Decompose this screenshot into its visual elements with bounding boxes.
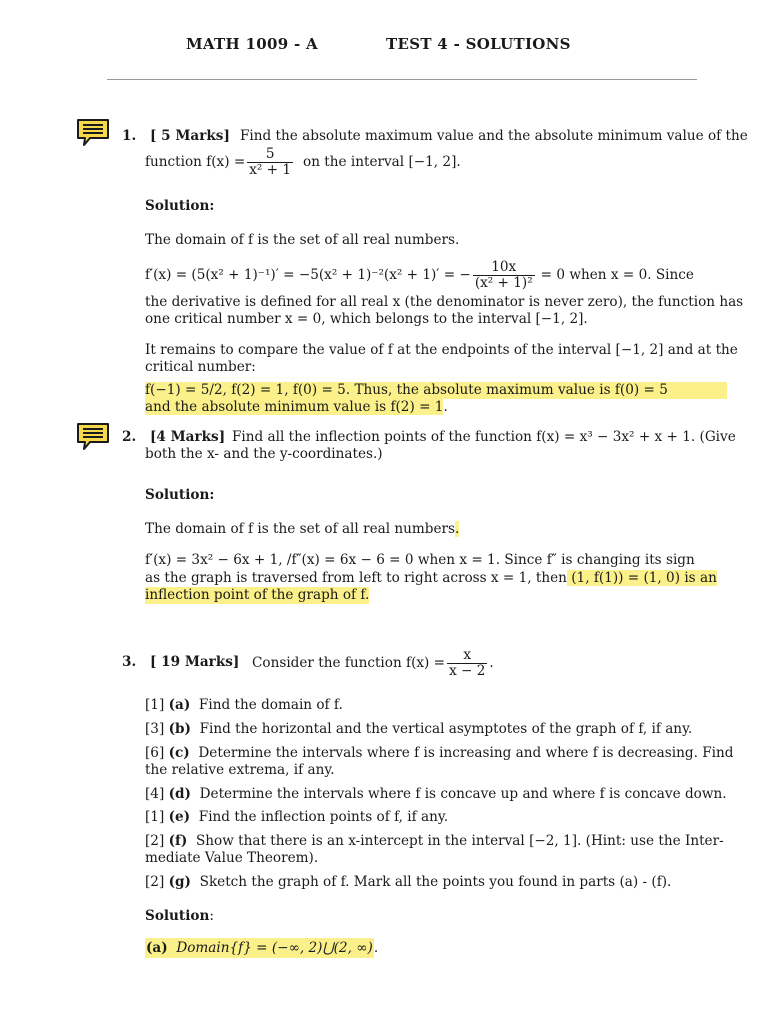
problem-3-part-e: [1] (e) Find the inflection points of f, if any. [145, 809, 449, 825]
problem-1-marks: [ 5 Marks] [150, 128, 230, 144]
problem-2-derivative-3: inflection point of the graph of f. [145, 587, 370, 603]
problem-3-part-d: [4] (d) Determine the intervals where f is concave up and where f is concave down. [145, 786, 727, 802]
problem-2-inflection-point: (1, f(1)) = (1, 0) is an [566, 570, 717, 586]
problem-3-part-g: [2] (g) Sketch the graph of f. Mark all the points you found in parts (a) - (f). [145, 874, 672, 890]
problem-3-part-c-cont: the relative extrema, if any. [145, 762, 335, 778]
fraction-numerator: 10x [473, 260, 535, 276]
comment-note-icon[interactable] [76, 422, 110, 452]
problem-1-derivative-text-3: one critical number x = 0, which belongs to the interval [−1, 2]. [145, 311, 588, 327]
problem-1-derivative-line [145, 257, 694, 293]
problem-1-derivative-text-2: the derivative is defined for all real x (the denominator is never zero), the function has [145, 294, 744, 310]
fraction-denominator: x − 2 [449, 662, 486, 679]
problem-2-domain: The domain of f is the set of all real numbers [145, 521, 456, 537]
problem-3-statement-end: . [489, 654, 494, 671]
problem-3-solution-label: Solution [145, 908, 210, 924]
comment-note-icon[interactable] [76, 118, 110, 148]
answer-a-label: (a) [146, 940, 168, 956]
problem-1-result-2: and the absolute minimum value is f(2) = 1 [145, 399, 444, 415]
problem-3-statement-line [252, 646, 494, 680]
derivative-zero: = 0 when x = 0. Since [540, 266, 694, 283]
problem-2-statement-1: Find all the inflection points of the function f(x) = x³ − 3x² + x + 1. (Give [232, 429, 736, 445]
fraction-denominator: (x² + 1)² [474, 274, 533, 291]
problem-3-marks: [ 19 Marks] [150, 654, 240, 670]
problem-1-interval: on the interval [−1, 2]. [303, 153, 461, 170]
problem-1-function-line [145, 145, 461, 179]
problem-1-result-1: f(−1) = 5/2, f(2) = 1, f(0) = 5. Thus, the absolute maximum value is f(0) = 5 [145, 382, 727, 399]
problem-3-part-a: [1] (a) Find the domain of f. [145, 697, 343, 713]
problem-3-solution-label-line [145, 908, 214, 925]
problem-2-derivative-1: f′(x) = 3x² − 6x + 1, /f″(x) = 6x − 6 = 0 when x = 1. Since f″ is changing its sign [145, 552, 695, 568]
problem-1-result-2-line [145, 399, 448, 416]
fraction-numerator: 5 [247, 147, 293, 163]
problem-2-statement-2: both the x- and the y-coordinates.) [145, 446, 383, 462]
problem-1-result-period: . [443, 399, 448, 415]
problem-3-fraction [447, 648, 487, 679]
problem-2-derivative-2a: as the graph is traversed from left to right across x = 1, then [145, 570, 567, 586]
problem-2-domain-period: . [455, 521, 460, 537]
answer-a-period: . [373, 940, 379, 956]
problem-2-solution-label: Solution: [145, 487, 215, 503]
problem-3-part-f-cont: mediate Value Theorem). [145, 850, 319, 866]
header-rule [107, 79, 697, 80]
derivative-expression: f′(x) = (5(x² + 1)⁻¹)′ = −5(x² + 1)⁻²(x² + 1)′ = − [145, 266, 471, 283]
problem-1-domain: The domain of f is the set of all real numbers. [145, 232, 460, 248]
problem-1-compare-1: It remains to compare the value of f at the endpoints of the interval [−1, 2] and at the [145, 342, 738, 358]
problem-3-solution-colon: : [209, 908, 214, 924]
problem-2-derivative-2-line [145, 570, 717, 587]
problem-2-domain-line [145, 521, 459, 538]
course-title: MATH 1009 - A [186, 35, 318, 53]
problem-1-function-label: function f(x) = [145, 153, 246, 170]
problem-1-compare-2: critical number: [145, 359, 256, 375]
problem-1-solution-label: Solution: [145, 198, 215, 214]
problem-2-marks: [4 Marks] [150, 429, 226, 445]
problem-1-statement: Find the absolute maximum value and the absolute minimum value of the [240, 128, 748, 144]
problem-3-part-b: [3] (b) Find the horizontal and the vertical asymptotes of the graph of f, if any. [145, 721, 693, 737]
derivative-fraction [473, 260, 535, 291]
test-title: TEST 4 - SOLUTIONS [386, 35, 571, 53]
fraction-denominator: x² + 1 [249, 161, 292, 178]
problem-1-fraction [247, 147, 293, 178]
problem-3-answer-a [145, 940, 378, 957]
problem-3-part-c: [6] (c) Determine the intervals where f is increasing and where f is decreasing. Find [145, 745, 734, 761]
problem-3-statement: Consider the function f(x) = [252, 654, 446, 671]
problem-3-part-f: [2] (f) Show that there is an x-intercept in the interval [−2, 1]. (Hint: use the Inter- [145, 833, 724, 849]
problem-1-number: 1. [122, 128, 137, 144]
problem-3-number: 3. [122, 654, 137, 670]
answer-a-domain: Domain{f} = (−∞, 2)⋃(2, ∞) [176, 940, 373, 956]
problem-2-number: 2. [122, 429, 137, 445]
fraction-numerator: x [447, 648, 487, 664]
